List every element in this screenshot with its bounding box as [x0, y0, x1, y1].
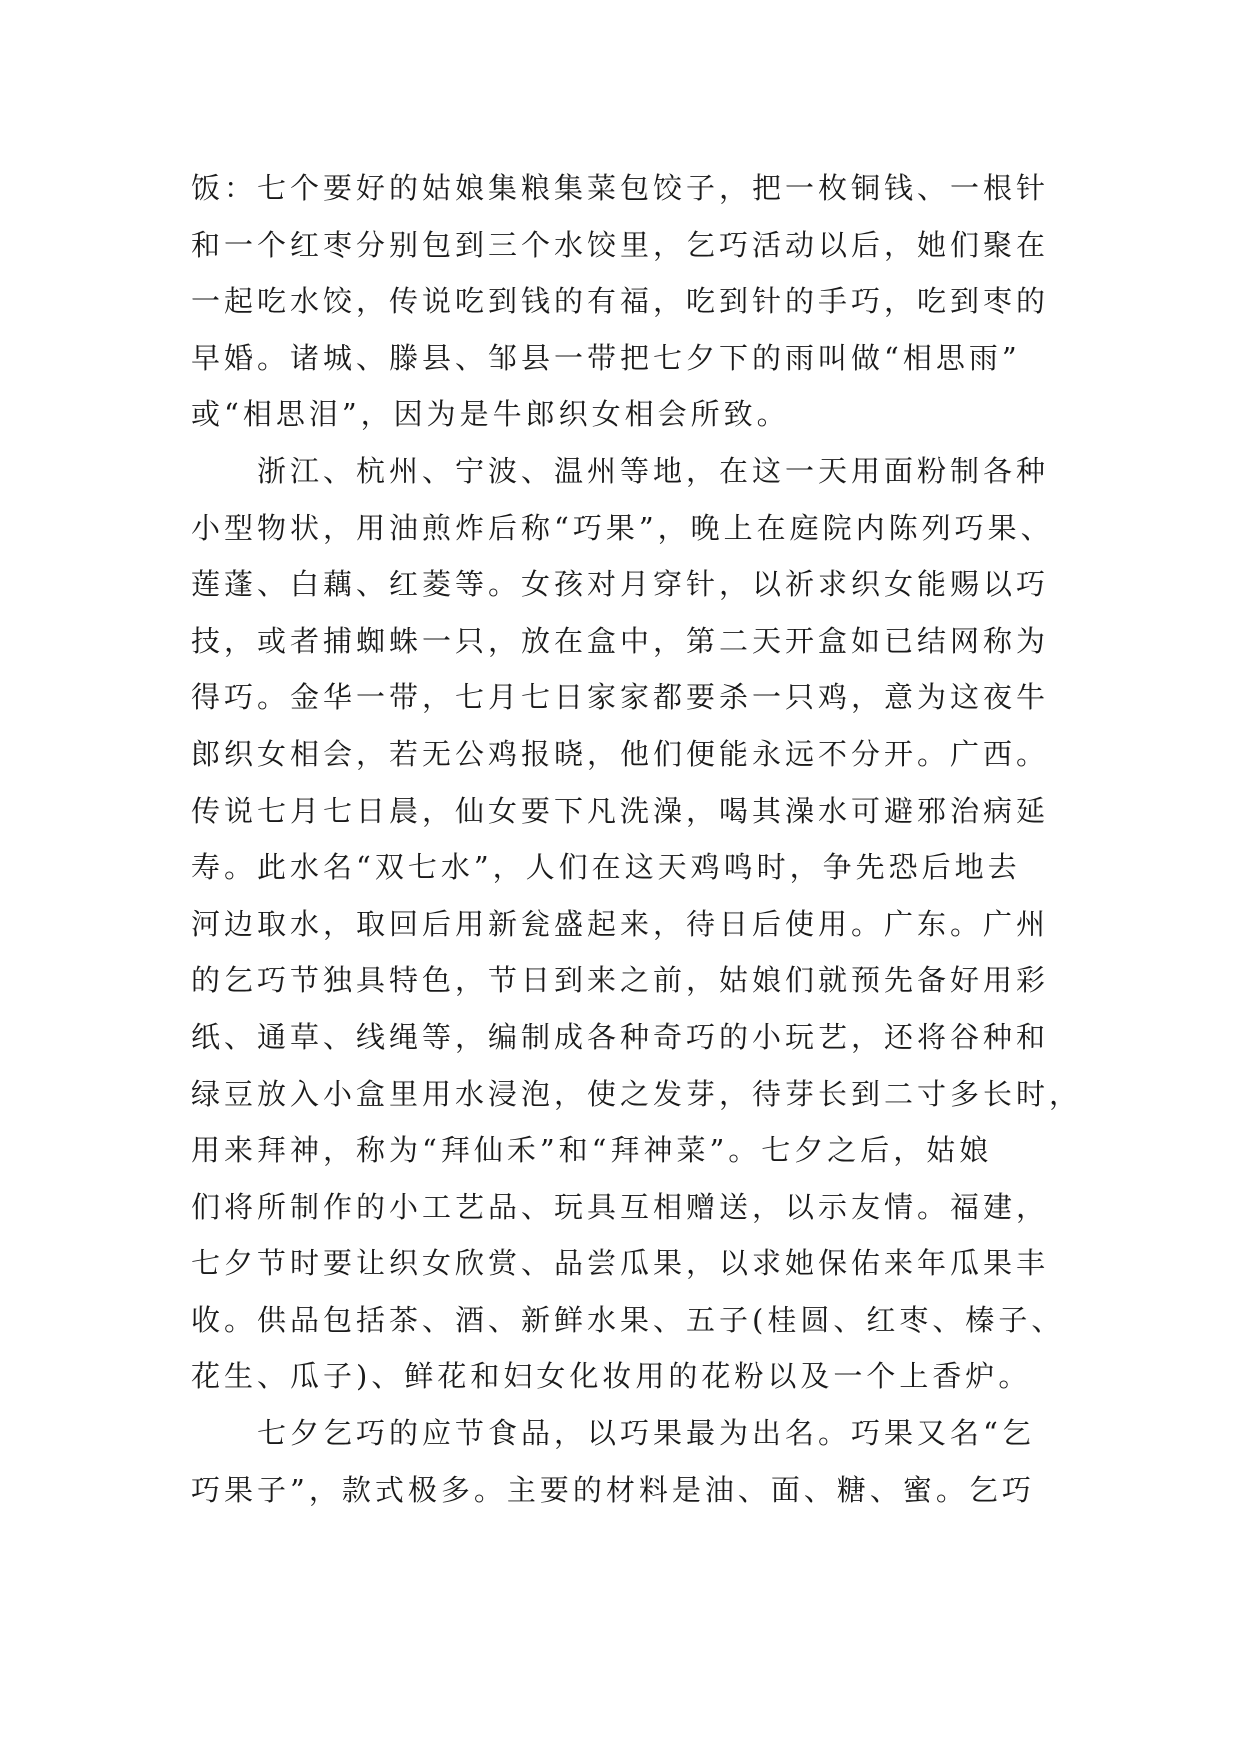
- text-line: 寿。此水名“双七水”，人们在这天鸡鸣时，争先恐后地去: [191, 850, 1021, 885]
- text-line: 早婚。诸城、滕县、邹县一带把七夕下的雨叫做“相思雨”: [191, 340, 1021, 375]
- text-line: 浙江、杭州、宁波、温州等地，在这一天用面粉制各种: [191, 453, 1050, 488]
- text-line: 花生、瓜子)、鲜花和妇女化妆用的花粉以及一个上香炉。: [191, 1359, 1032, 1394]
- text-line: 得巧。金华一带，七月七日家家都要杀一只鸡，意为这夜牛: [191, 680, 1050, 715]
- text-line: 纸、通草、线绳等，编制成各种奇巧的小玩艺，还将谷种和: [191, 1019, 1050, 1054]
- text-line: 七夕节时要让织女欣赏、品尝瓜果，以求她保佑来年瓜果丰: [191, 1246, 1050, 1281]
- text-line: 或“相思泪”，因为是牛郎织女相会所致。: [191, 397, 790, 432]
- text-line: 郎织女相会，若无公鸡报晓，他们便能永远不分开。广西。: [191, 736, 1050, 771]
- text-line: 收。供品包括茶、酒、新鲜水果、五子(桂圆、红枣、榛子、: [191, 1302, 1065, 1337]
- text-line: 一起吃水饺，传说吃到钱的有福，吃到针的手巧，吃到枣的: [191, 284, 1050, 319]
- text-line: 巧果子”，款式极多。主要的材料是油、面、糖、蜜。乞巧: [191, 1472, 1035, 1507]
- text-line: 小型物状，用油煎炸后称“巧果”，晚上在庭院内陈列巧果、: [191, 510, 1054, 545]
- text-line: 和一个红枣分别包到三个水饺里，乞巧活动以后，她们聚在: [191, 227, 1050, 262]
- text-line: 河边取水，取回后用新瓮盛起来，待日后使用。广东。广州: [191, 906, 1050, 941]
- text-line: 技，或者捕蜘蛛一只，放在盒中，第二天开盒如已结网称为: [191, 623, 1050, 658]
- text-line: 饭：七个要好的姑娘集粮集菜包饺子，把一枚铜钱、一根针: [191, 171, 1050, 205]
- text-line: 的乞巧节独具特色，节日到来之前，姑娘们就预先备好用彩: [191, 963, 1050, 998]
- text-line: 七夕乞巧的应节食品，以巧果最为出名。巧果又名“乞: [191, 1416, 1035, 1451]
- text-line: 传说七月七日晨，仙女要下凡洗澡，喝其澡水可避邪治病延: [191, 793, 1050, 828]
- text-line: 们将所制作的小工艺品、玩具互相赠送，以示友情。福建，: [191, 1189, 1050, 1224]
- text-line: 莲蓬、白藕、红菱等。女孩对月穿针，以祈求织女能赐以巧: [191, 567, 1050, 602]
- text-line: 用来拜神，称为“拜仙禾”和“拜神菜”。七夕之后，姑娘: [191, 1133, 993, 1168]
- body-text: [191, 160, 1083, 1518]
- text-line: 绿豆放入小盒里用水浸泡，使之发芽，待芽长到二寸多长时，: [191, 1076, 1083, 1111]
